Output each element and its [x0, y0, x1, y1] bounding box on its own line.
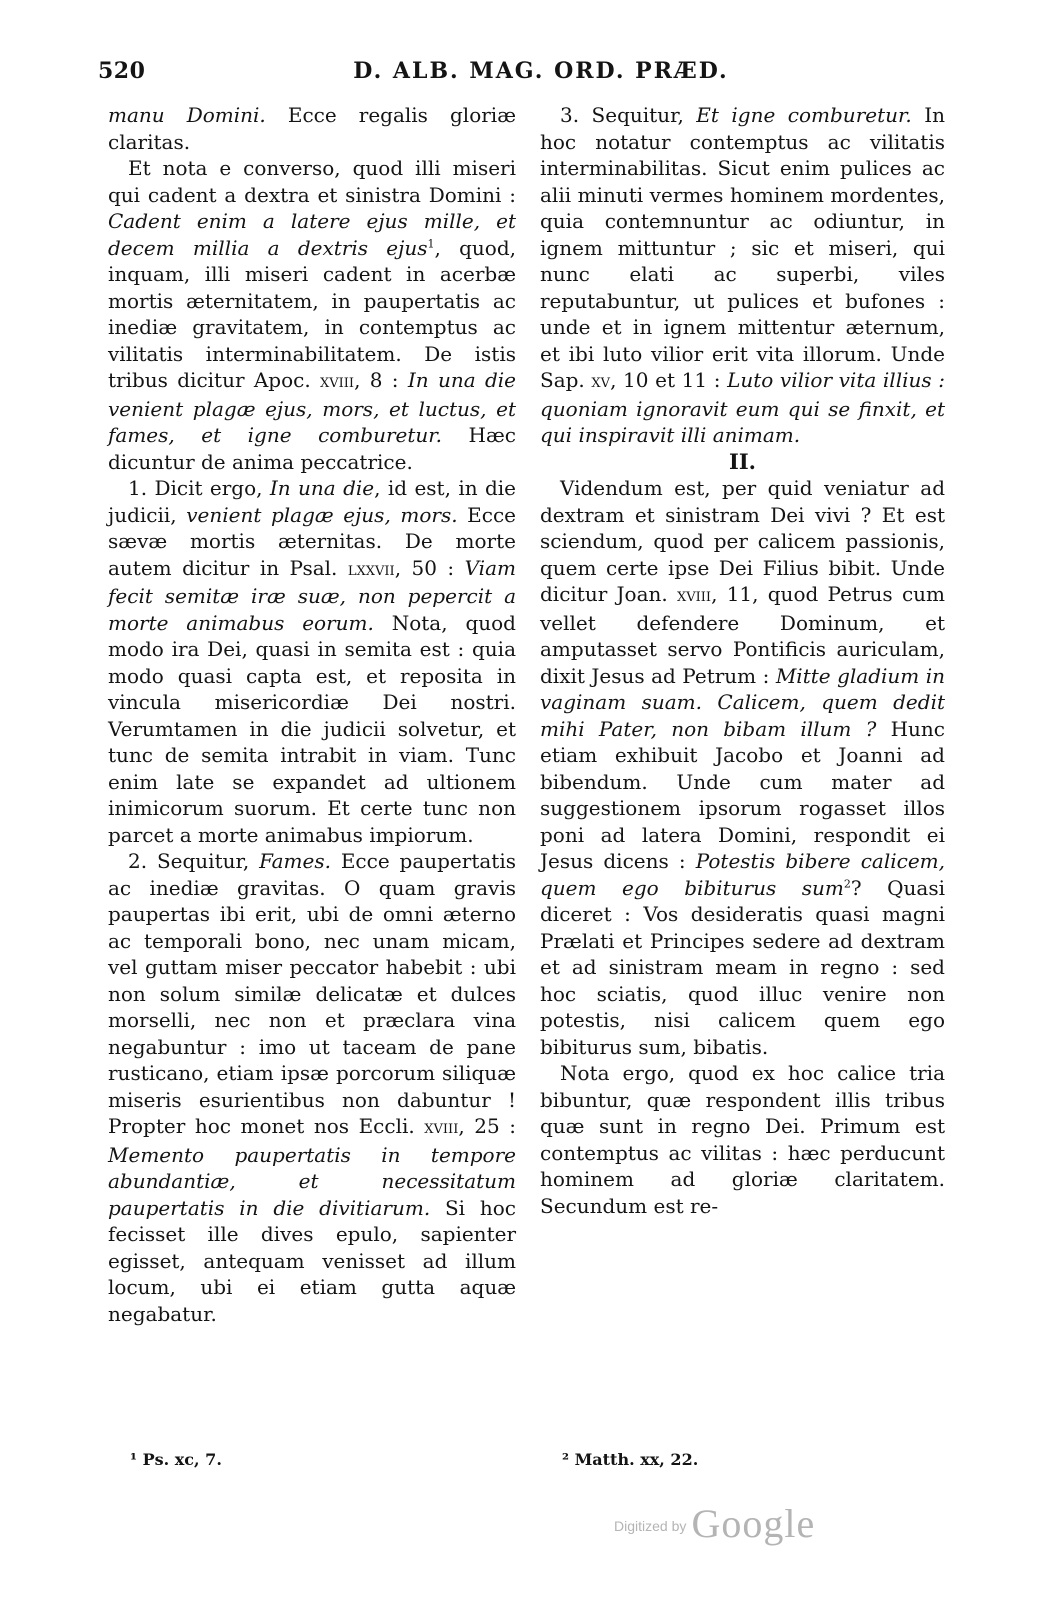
- italic-text: In una die venient plagæ ejus, mors, et luctus, et fames, et igne comburetur.: [108, 368, 516, 447]
- italic-text: Luto vilior vita illius : quoniam ignoravit eum qui se finxit, et qui inspiravit illi animam.: [540, 368, 946, 447]
- left-column: [108, 102, 516, 1327]
- text: , 8 :: [354, 368, 408, 392]
- text: Nota, quod modo ira Dei, quasi in semita est : quia modo quasi capta est, et reposita in vincula misericordiæ Dei nostri. Verumtamen in die judicii solvetur, et tunc de semita intrabit in viam. Tunc enim late se expandet ad ultionem inimicorum suorum. Et certe tunc non parcet a morte animabus impiorum.: [108, 610, 516, 847]
- text: Si hoc fecisset ille dives epulo, sapienter egisset, antequam venisset ad illum locum, ubi ei etiam gutta aquæ negabatur.: [108, 1195, 516, 1326]
- italic-text: In una die: [269, 476, 375, 500]
- italic-text: manu Domini.: [108, 103, 266, 127]
- text: , 50 :: [394, 555, 465, 580]
- text: 1. Dicit ergo,: [128, 476, 270, 500]
- roman-numeral: xviii: [424, 1117, 459, 1138]
- italic-text: Mitte gladium in vaginam suam. Calicem, quem dedit mihi Pater, non bibam illum ?: [540, 663, 945, 741]
- text: Hunc etiam exhibuit Jacobo et Joanni ad bibendum. Unde cum mater ad suggestionem ipsorum rogasset illos poni ad latera Domini, respondit ei Jesus dicens :: [540, 716, 946, 873]
- text: , 25 :: [458, 1114, 516, 1138]
- roman-numeral: xviii: [320, 371, 355, 392]
- text: , id est, in die judicii,: [108, 476, 517, 527]
- italic-text: Viam fecit semitæ iræ suæ, non pepercit a morte animabus eorum.: [108, 555, 516, 635]
- roman-numeral: lxxvii: [347, 558, 395, 580]
- right-column: [540, 102, 945, 1219]
- text: Ecce sævæ mortis æternitas. De morte autem dicitur in Psal.: [108, 502, 516, 580]
- text: In hoc notatur contemptus ac vilitatis interminabilitas. Sicut enim pulices ac alii minuti vermes hominem mordentes, quia contemnuntur ac odiuntur, in ignem mittuntur ; sic et miseri, qui nunc elati ac superbi, viles reputabuntur, ut pulices et bufones : unde et in ignem mittentur æternum, et ibi luto vilior erit vita illorum. Unde Sap.: [540, 103, 945, 392]
- watermark-small-text: Digitized by: [614, 1518, 687, 1534]
- italic-text: Potestis bibere calicem, quem ego bibiturus sum: [540, 849, 946, 900]
- footnote-left: ¹ Ps. xc, 7.: [130, 1450, 222, 1469]
- google-watermark: [614, 1500, 815, 1547]
- text: ? Quasi diceret : Vos desideratis quasi magni Prælati et Principes sedere ad dextram et ad sinistram meam in regno : sed hoc sciatis, quod illuc venire non potestis, nisi calicem quem ego bibiturus sum, bibatis.: [540, 875, 945, 1059]
- section-heading: II.: [729, 448, 756, 474]
- paragraph: [540, 102, 945, 449]
- footnote-right: ² Matth. xx, 22.: [562, 1450, 699, 1469]
- roman-numeral: xviii: [677, 585, 712, 606]
- paragraph: [108, 155, 516, 475]
- paragraph: [108, 102, 516, 155]
- text: , 10 et 11 :: [610, 368, 728, 392]
- italic-text: venient plagæ ejus, mors.: [186, 502, 458, 527]
- text: Ecce regalis gloriæ claritas.: [108, 103, 516, 154]
- footnote-marker: 1: [427, 236, 435, 250]
- paragraph: [108, 848, 516, 1327]
- text: Et nota e converso, quod illi miseri qui cadent a dextra et sinistra Domini :: [108, 156, 516, 207]
- running-head: D. ALB. MAG. ORD. PRÆD.: [353, 58, 729, 84]
- google-logo: Google: [691, 1501, 816, 1546]
- page-number: 520: [98, 58, 146, 84]
- italic-text: Et igne comburetur.: [696, 103, 912, 127]
- paragraph: Nota ergo, quod ex hoc calice tria bibuntur, quæ respondent illis tribus quæ sunt in regno Dei. Primum est contemptus ac vilitas : hæc perducunt hominem ad gloriæ claritatem. Secundum est re-: [540, 1061, 945, 1218]
- text: , quod, inquam, illi miseri cadent in acerbæ mortis æternitatem, in paupertatis ac inediæ gravitatem, in contemptus ac vilitatis interminabilitatem. De istis tribus dicitur Apoc.: [108, 235, 516, 392]
- text: , 11, quod Petrus cum vellet defendere Dominum, et amputasset servo Pontificis auriculam, dixit Jesus ad Petrum :: [540, 582, 945, 688]
- page-header: [98, 58, 944, 98]
- text: Ecce paupertatis ac inediæ gravitas. O quam gravis paupertas ibi erit, ubi de omni æterno ac temporali bono, nec unam micam, vel guttam miser peccator habebit : ubi non solum similæ delicatæ et dulces morselli, nec non et præclara vina negabuntur : imo ut taceam de pane rusticano, etiam ipsæ porcorum siliquæ miseris esurientibus non dabuntur ! Propter hoc monet nos Eccli.: [108, 849, 516, 1138]
- text: 3. Sequitur,: [560, 103, 697, 127]
- italic-text: Memento paupertatis in tempore abundantiæ, et necessitatum paupertatis in die divitiarum.: [108, 1142, 516, 1220]
- italic-text: Fames.: [259, 849, 331, 873]
- text: Hæc dicuntur de anima peccatrice.: [108, 423, 516, 474]
- paragraph: [108, 475, 516, 848]
- text: Videndum est, per quid veniatur ad dextram et sinistram Dei vivi ? Et est sciendum, quod per calicem passionis, quem certe ipse Dei Filius bibit. Unde dicitur Joan.: [540, 476, 945, 606]
- italic-text: Cadent enim a latere ejus mille, et decem millia a dextris ejus: [108, 209, 516, 260]
- roman-numeral: xv: [591, 371, 611, 392]
- footnote-marker: 2: [843, 876, 851, 890]
- text: 2. Sequitur,: [128, 849, 260, 873]
- paragraph: [540, 475, 945, 1060]
